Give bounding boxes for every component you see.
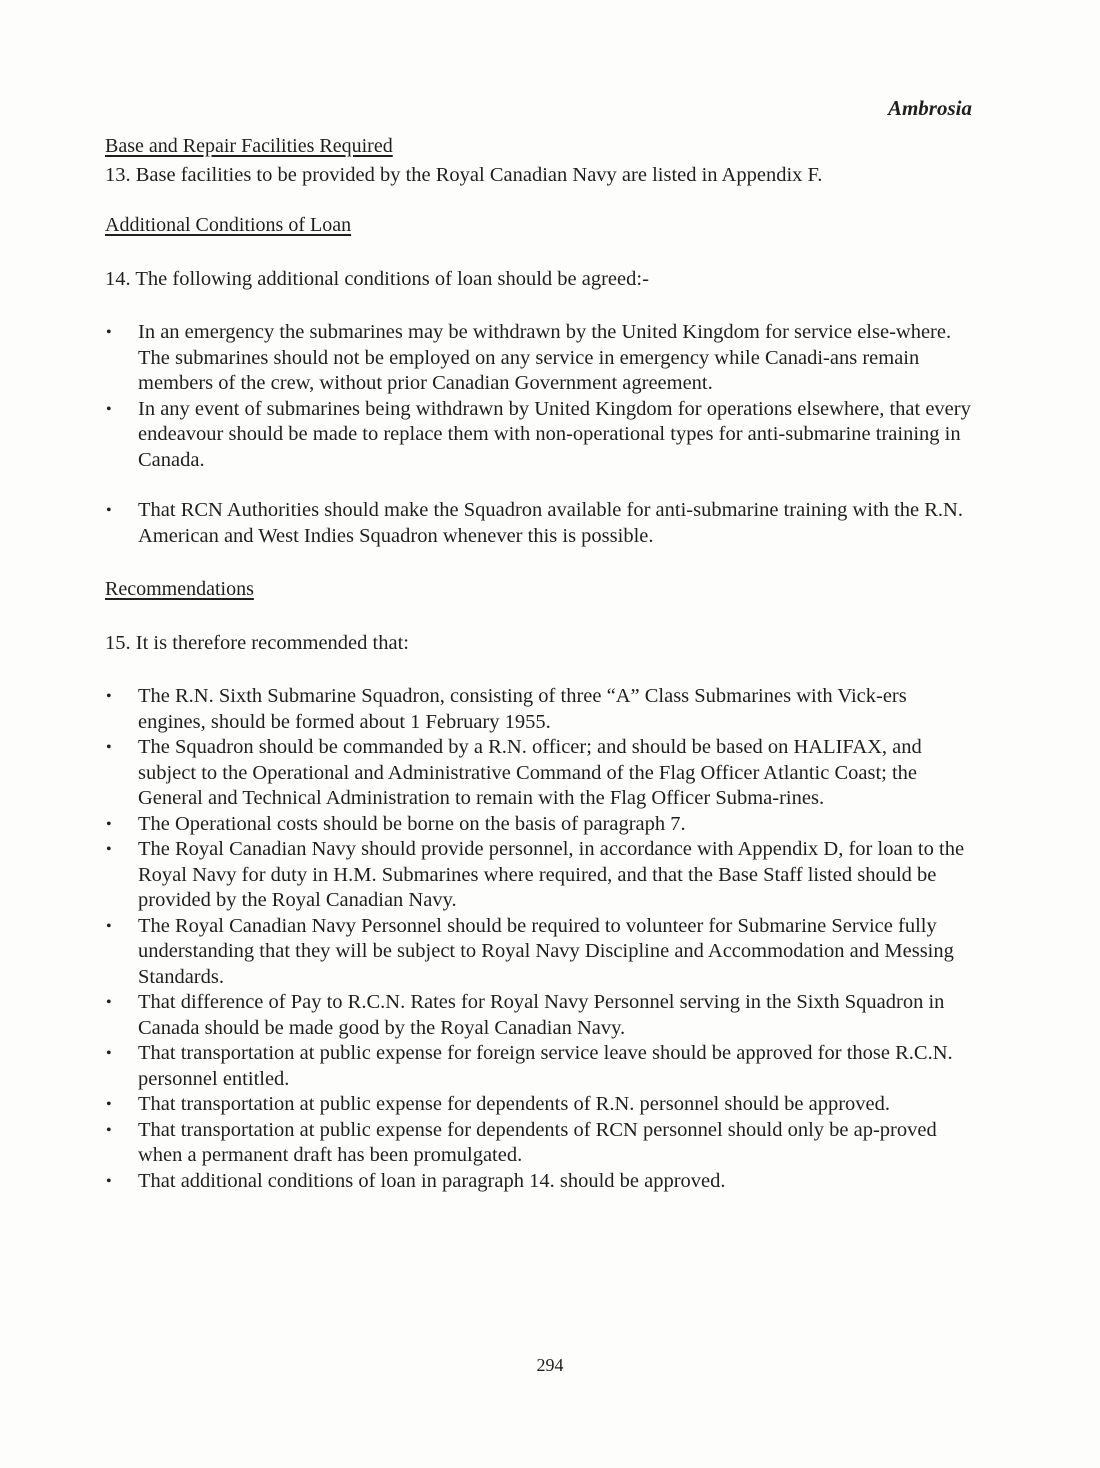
bullet-icon: • [106, 324, 112, 341]
bullet-icon: • [106, 688, 112, 705]
list-item [0, 397, 978, 474]
bullet-icon: • [106, 502, 112, 519]
list-item [0, 914, 978, 991]
bullet-icon: • [106, 1096, 112, 1113]
list-item [0, 1169, 978, 1195]
paragraph-13: 13. Base facilities to be provided by the Royal Canadian Navy are listed in Appendix F. [105, 164, 823, 186]
list-item-text: That RCN Authorities should make the Squadron available for anti-submarine training with the R.N. American and West Indies Squadron whenever this is possible. [138, 499, 963, 547]
list-item [0, 812, 978, 838]
bullet-icon: • [106, 1172, 112, 1190]
list-item [0, 837, 978, 914]
bullet-icon: • [106, 841, 112, 858]
paragraph-14: 14. The following additional conditions of loan should be agreed:- [105, 268, 649, 290]
list-item [0, 1118, 978, 1169]
heading-base-repair: Base and Repair Facilities Required [105, 135, 393, 157]
list-item [0, 1092, 978, 1118]
list-item-text: In an emergency the submarines may be withdrawn by the United Kingdom for service else-where. The submarines should not be employed on any service in emergency while Canadi-ans remain members of the crew, without prior Canadian Government agreement. [138, 321, 952, 394]
list-item [0, 1041, 978, 1092]
list-item-text: That transportation at public expense for dependents of R.N. personnel should be approved. [138, 1093, 891, 1115]
list-item-text: The Royal Canadian Navy should provide personnel, in accordance with Appendix D, for loan to the Royal Navy for duty in H.M. Submarines where required, and that the Base Staff listed should be provided by the Royal Canadian Navy. [138, 838, 965, 911]
bullet-icon: • [106, 994, 112, 1011]
list-item-text: The R.N. Sixth Submarine Squadron, consisting of three “A” Class Submarines with Vick-ers engines, should be formed about 1 February 1955. [138, 685, 907, 733]
loan-conditions-list [0, 320, 1100, 549]
bullet-icon: • [106, 400, 112, 418]
bullet-icon: • [106, 1045, 112, 1062]
bullet-icon: • [106, 917, 112, 935]
list-item [0, 735, 978, 812]
list-item [0, 990, 978, 1041]
heading-additional-conditions: Additional Conditions of Loan [105, 214, 352, 236]
page-number: 294 [536, 1355, 564, 1375]
list-item-text: The Operational costs should be borne on the basis of paragraph 7. [138, 812, 686, 835]
list-item-text: That transportation at public expense for foreign service leave should be approved for those R.C.N. personnel entitled. [138, 1042, 953, 1090]
list-item-text: The Squadron should be commanded by a R.N. officer; and should be based on HALIFAX, and subject to the Operational and Administrative Command of the Flag Officer Atlantic Coast; the General and Technical Administration to remain with the Flag Officer Subma-rines. [138, 736, 922, 809]
bullet-icon: • [106, 739, 112, 756]
paragraph-15: 15. It is therefore recommended that: [105, 632, 409, 654]
list-item [0, 498, 978, 549]
list-item-text: The Royal Canadian Navy Personnel should be required to volunteer for Submarine Service fully understanding that they will be subject to Royal Navy Discipline and Accommodation and Messing Standards. [138, 914, 954, 988]
bullet-icon: • [106, 1121, 112, 1139]
heading-recommendations: Recommendations [105, 578, 254, 600]
list-item-text: That transportation at public expense for dependents of RCN personnel should only be ap-proved when a permanent draft has been promulgated. [138, 1118, 937, 1166]
list-item [0, 320, 978, 397]
bullet-icon: • [106, 815, 112, 833]
list-item [0, 684, 978, 735]
list-item-text: In any event of submarines being withdrawn by United Kingdom for operations elsewhere, that every endeavour should be made to replace them with non-operational types for anti-submarine training in Canada. [138, 397, 971, 471]
running-head: Ambrosia [887, 96, 972, 120]
list-item-text: That difference of Pay to R.C.N. Rates for Royal Navy Personnel serving in the Sixth Squadron in Canada should be made good by the Royal Canadian Navy. [138, 991, 945, 1039]
recommendations-list [0, 684, 1100, 1194]
list-item-text: That additional conditions of loan in paragraph 14. should be approved. [138, 1169, 726, 1192]
